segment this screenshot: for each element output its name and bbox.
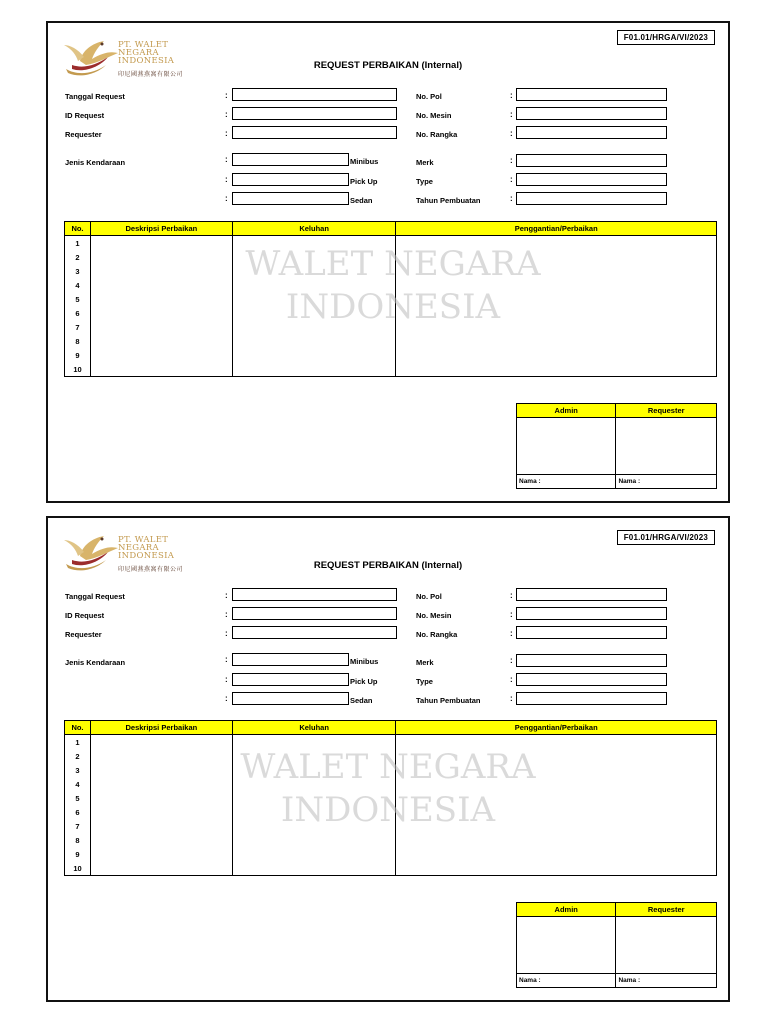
colon: : — [510, 675, 513, 684]
label-tanggal-request: Tanggal Request — [65, 92, 125, 101]
deskripsi-cell[interactable] — [90, 833, 232, 847]
label-no-mesin: No. Mesin — [416, 111, 452, 120]
label-merk: Merk — [416, 158, 434, 167]
table-row — [65, 861, 717, 876]
requester-signature-area[interactable] — [616, 418, 717, 475]
penggantian-cell[interactable] — [396, 861, 717, 876]
label-id-request: ID Request — [65, 111, 105, 120]
colon: : — [225, 91, 228, 100]
colon: : — [225, 110, 228, 119]
admin-name-label: Nama : — [517, 475, 616, 489]
label-requester: Requester — [65, 630, 102, 639]
keluhan-cell[interactable] — [232, 861, 396, 876]
logo-text: PT. WALET NEGARA INDONESIA — [118, 40, 175, 66]
no-mesin-input[interactable] — [516, 107, 667, 120]
row-number: 4 — [65, 777, 91, 791]
label-id-request: ID Request — [65, 611, 105, 620]
pickup-checkbox[interactable] — [232, 673, 349, 686]
logo-chinese-text: 印尼國燕燕窩有限公司 — [118, 71, 184, 78]
row-number: 8 — [65, 833, 91, 847]
form-title: REQUEST PERBAIKAN (Internal) — [313, 560, 463, 571]
colon: : — [225, 591, 228, 600]
keluhan-cell[interactable] — [232, 362, 396, 377]
deskripsi-cell[interactable] — [90, 362, 232, 377]
header-penggantian: Penggantian/Perbaikan — [396, 222, 717, 236]
row-number: 2 — [65, 749, 91, 763]
tahun-pembuatan-input[interactable] — [516, 192, 667, 205]
merk-input[interactable] — [516, 654, 667, 667]
label-jenis-kendaraan: Jenis Kendaraan — [65, 658, 126, 667]
option-minibus: Minibus — [350, 657, 379, 666]
no-rangka-input[interactable] — [516, 126, 667, 139]
table-row — [65, 847, 717, 861]
no-pol-input[interactable] — [516, 88, 667, 101]
colon: : — [225, 675, 228, 684]
tanggal-request-input[interactable] — [232, 88, 397, 101]
row-number: 5 — [65, 292, 91, 306]
header-admin: Admin — [517, 404, 616, 418]
table-row — [65, 362, 717, 377]
penggantian-cell[interactable] — [396, 348, 717, 362]
colon: : — [225, 610, 228, 619]
request-form-bottom — [46, 516, 730, 1002]
admin-signature-area[interactable] — [517, 418, 616, 475]
colon: : — [510, 110, 513, 119]
sedan-checkbox[interactable] — [232, 192, 349, 205]
minibus-checkbox[interactable] — [232, 153, 349, 166]
company-logo — [62, 530, 212, 582]
colon: : — [225, 194, 228, 203]
type-input[interactable] — [516, 673, 667, 686]
label-no-pol: No. Pol — [416, 592, 442, 601]
label-type: Type — [416, 677, 433, 686]
label-jenis-kendaraan: Jenis Kendaraan — [65, 158, 126, 167]
row-number: 10 — [65, 861, 91, 876]
row-number: 2 — [65, 250, 91, 264]
table-row — [65, 334, 717, 348]
row-number: 7 — [65, 819, 91, 833]
no-rangka-input[interactable] — [516, 626, 667, 639]
option-sedan: Sedan — [350, 196, 373, 205]
option-sedan: Sedan — [350, 696, 373, 705]
colon: : — [510, 194, 513, 203]
deskripsi-cell[interactable] — [90, 348, 232, 362]
label-tahun-pembuatan: Tahun Pembuatan — [416, 696, 481, 705]
id-request-input[interactable] — [232, 107, 397, 120]
table-row — [65, 348, 717, 362]
label-tanggal-request: Tanggal Request — [65, 592, 125, 601]
row-number: 5 — [65, 791, 91, 805]
colon: : — [510, 629, 513, 638]
tanggal-request-input[interactable] — [232, 588, 397, 601]
deskripsi-cell[interactable] — [90, 334, 232, 348]
row-number: 7 — [65, 320, 91, 334]
header-penggantian: Penggantian/Perbaikan — [396, 721, 717, 735]
watermark: WALET NEGARA INDONESIA — [245, 244, 541, 327]
colon: : — [225, 129, 228, 138]
header-no: No. — [65, 721, 91, 735]
penggantian-cell[interactable] — [396, 334, 717, 348]
requester-name-label: Nama : — [616, 974, 717, 988]
pickup-checkbox[interactable] — [232, 173, 349, 186]
row-number: 8 — [65, 334, 91, 348]
penggantian-cell[interactable] — [396, 833, 717, 847]
type-input[interactable] — [516, 173, 667, 186]
id-request-input[interactable] — [232, 607, 397, 620]
option-pick-up: Pick Up — [350, 177, 378, 186]
row-number: 6 — [65, 805, 91, 819]
table-row — [65, 833, 717, 847]
colon: : — [510, 610, 513, 619]
keluhan-cell[interactable] — [232, 334, 396, 348]
row-number: 10 — [65, 362, 91, 377]
colon: : — [225, 155, 228, 164]
tahun-pembuatan-input[interactable] — [516, 692, 667, 705]
form-title: REQUEST PERBAIKAN (Internal) — [313, 60, 463, 71]
penggantian-cell[interactable] — [396, 847, 717, 861]
label-merk: Merk — [416, 658, 434, 667]
walet-bird-logo-icon — [62, 35, 120, 81]
row-number: 1 — [65, 236, 91, 251]
option-pick-up: Pick Up — [350, 677, 378, 686]
header-no: No. — [65, 222, 91, 236]
keluhan-cell[interactable] — [232, 847, 396, 861]
requester-input[interactable] — [232, 126, 397, 139]
keluhan-cell[interactable] — [232, 348, 396, 362]
admin-signature-area[interactable] — [517, 917, 616, 974]
requester-signature-area[interactable] — [616, 917, 717, 974]
keluhan-cell[interactable] — [232, 833, 396, 847]
no-mesin-input[interactable] — [516, 607, 667, 620]
header-keluhan: Keluhan — [232, 721, 396, 735]
row-number: 4 — [65, 278, 91, 292]
label-type: Type — [416, 177, 433, 186]
sedan-checkbox[interactable] — [232, 692, 349, 705]
deskripsi-cell[interactable] — [90, 847, 232, 861]
no-pol-input[interactable] — [516, 588, 667, 601]
logo-text: PT. WALET NEGARA INDONESIA — [118, 535, 175, 561]
row-number: 9 — [65, 847, 91, 861]
colon: : — [510, 156, 513, 165]
header-admin: Admin — [517, 903, 616, 917]
row-number: 9 — [65, 348, 91, 362]
header-keluhan: Keluhan — [232, 222, 396, 236]
logo-chinese-text: 印尼國燕燕窩有限公司 — [118, 566, 184, 573]
penggantian-cell[interactable] — [396, 362, 717, 377]
label-no-pol: No. Pol — [416, 92, 442, 101]
label-no-mesin: No. Mesin — [416, 611, 452, 620]
colon: : — [510, 129, 513, 138]
colon: : — [510, 591, 513, 600]
colon: : — [225, 655, 228, 664]
label-tahun-pembuatan: Tahun Pembuatan — [416, 196, 481, 205]
header-requester: Requester — [616, 404, 717, 418]
minibus-checkbox[interactable] — [232, 653, 349, 666]
colon: : — [510, 656, 513, 665]
colon: : — [510, 175, 513, 184]
label-requester: Requester — [65, 130, 102, 139]
table-header — [65, 721, 717, 735]
requester-name-label: Nama : — [616, 475, 717, 489]
deskripsi-cell[interactable] — [90, 861, 232, 876]
form-code: F01.01/HRGA/VI/2023 — [617, 30, 715, 45]
merk-input[interactable] — [516, 154, 667, 167]
row-number: 3 — [65, 264, 91, 278]
row-number: 1 — [65, 735, 91, 750]
option-minibus: Minibus — [350, 157, 379, 166]
request-form-top — [46, 21, 730, 503]
requester-input[interactable] — [232, 626, 397, 639]
row-number: 6 — [65, 306, 91, 320]
colon: : — [225, 175, 228, 184]
admin-name-label: Nama : — [517, 974, 616, 988]
colon: : — [225, 629, 228, 638]
header-deskripsi: Deskripsi Perbaikan — [90, 222, 232, 236]
header-deskripsi: Deskripsi Perbaikan — [90, 721, 232, 735]
form-code: F01.01/HRGA/VI/2023 — [617, 530, 715, 545]
signature-table — [516, 403, 717, 489]
colon: : — [510, 694, 513, 703]
watermark: WALET NEGARA INDONESIA — [240, 747, 536, 830]
header-requester: Requester — [616, 903, 717, 917]
colon: : — [225, 694, 228, 703]
label-no-rangka: No. Rangka — [416, 130, 458, 139]
colon: : — [510, 91, 513, 100]
row-number: 3 — [65, 763, 91, 777]
table-header — [65, 222, 717, 236]
signature-table — [516, 902, 717, 988]
label-no-rangka: No. Rangka — [416, 630, 458, 639]
